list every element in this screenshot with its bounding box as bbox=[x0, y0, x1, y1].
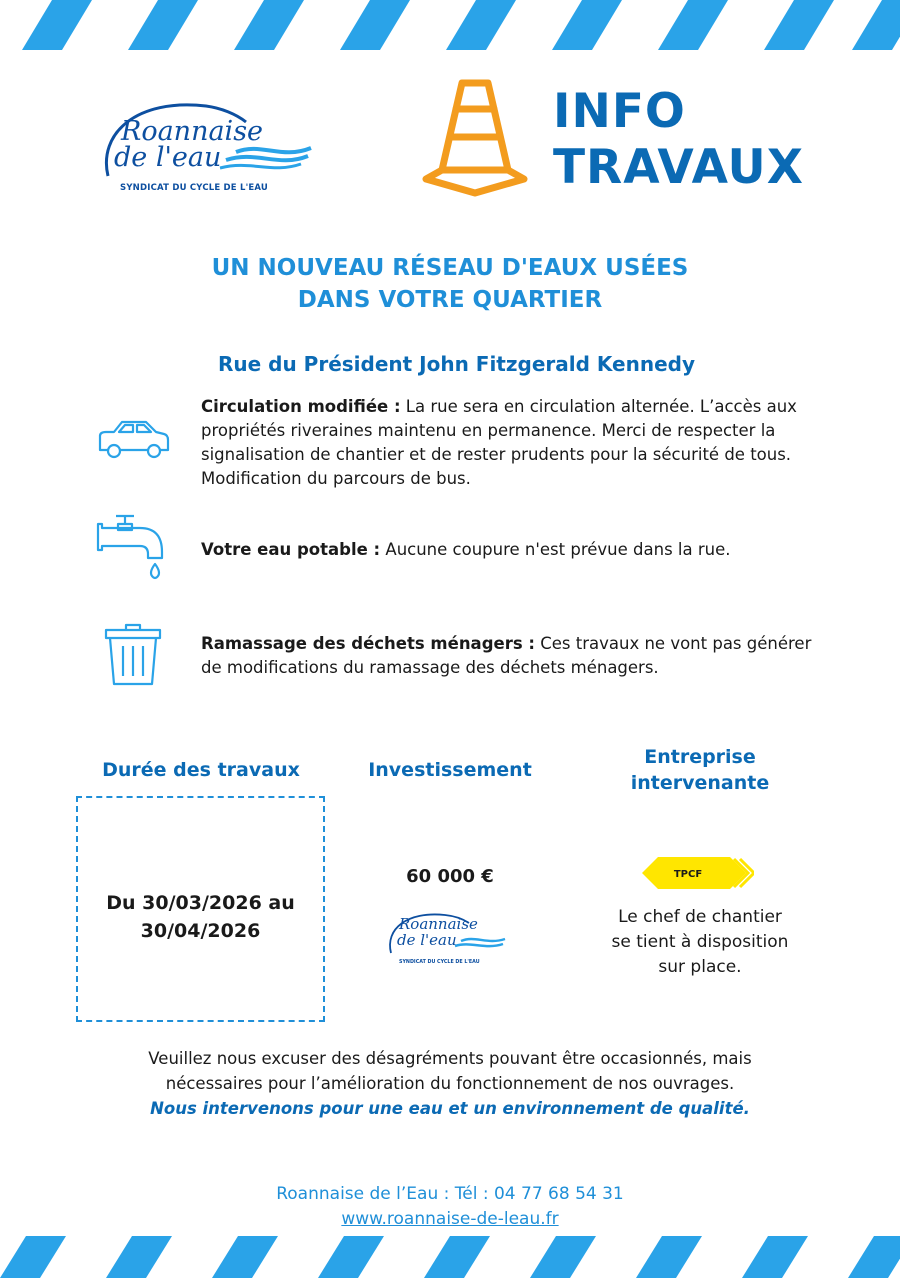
info-travaux-title bbox=[553, 84, 804, 196]
duration-line-1: Du 30/03/2026 au bbox=[106, 892, 295, 914]
top-stripe-border bbox=[0, 0, 900, 50]
apology-note bbox=[0, 1046, 900, 1121]
water-info bbox=[201, 538, 821, 562]
headline-line-2: DANS VOTRE QUARTIER bbox=[297, 287, 603, 313]
traffic-info bbox=[201, 395, 821, 491]
water-text: Aucune coupure n'est prévue dans la rue. bbox=[380, 540, 731, 559]
roannaise-small-logo bbox=[385, 905, 510, 967]
car-icon bbox=[96, 416, 172, 466]
footer bbox=[0, 1182, 900, 1232]
duration-dates bbox=[76, 889, 325, 945]
waste-text: Ces travaux ne vont pas générer de modifications du ramassage des déchets ménagers. bbox=[201, 634, 812, 677]
water-tap-icon bbox=[96, 512, 166, 588]
logo-line-1: Roannaise bbox=[121, 116, 264, 147]
chef-line-2: se tient à disposition bbox=[611, 932, 789, 952]
investment-amount: 60 000 € bbox=[406, 866, 494, 887]
apology-emphasis: Nous intervenons pour une eau et un environnement de qualité. bbox=[150, 1099, 750, 1118]
website-link[interactable]: www.roannaise-de-leau.fr bbox=[341, 1209, 559, 1229]
tpcf-logo bbox=[642, 855, 754, 891]
title-line-1: INFO bbox=[553, 84, 686, 139]
roannaise-logo bbox=[96, 84, 321, 200]
investment-title: Investissement bbox=[368, 759, 532, 781]
company-title-line-2: intervenante bbox=[630, 772, 770, 794]
traffic-text: La rue sera en circulation alternée. L’accès aux propriétés riveraines maintenu en permanence. Merci de respecter la signalisation de chantier et de rester prudents pour la sécurité de tous. Modification du parcours de bus. bbox=[201, 397, 797, 488]
logo-line-2: de l'eau bbox=[114, 142, 222, 173]
headline-line-1: UN NOUVEAU RÉSEAU D'EAUX USÉES bbox=[211, 255, 689, 281]
chef-line-3: sur place. bbox=[658, 957, 742, 977]
street-name: Rue du Président John Fitzgerald Kennedy bbox=[218, 352, 695, 376]
water-title: Votre eau potable : bbox=[201, 540, 381, 559]
duration-line-2: 30/04/2026 bbox=[140, 920, 261, 942]
company-title-line-1: Entreprise bbox=[644, 746, 756, 768]
traffic-title: Circulation modifiée : bbox=[201, 397, 401, 416]
small-logo-subtitle: SYNDICAT DU CYCLE DE L'EAU bbox=[399, 960, 480, 965]
title-line-2: TRAVAUX bbox=[553, 140, 804, 195]
traffic-cone-icon bbox=[420, 75, 530, 197]
small-logo-line-2: de l'eau bbox=[397, 931, 457, 949]
duration-title: Durée des travaux bbox=[102, 759, 300, 781]
trash-bin-icon bbox=[104, 622, 164, 692]
tpcf-logo-text: TPCF bbox=[673, 869, 703, 880]
apology-line-1: Veuillez nous excuser des désagréments pouvant être occasionnés, mais bbox=[148, 1049, 752, 1068]
footer-contact: Roannaise de l’Eau : Tél : 04 77 68 54 31 bbox=[276, 1184, 624, 1204]
apology-line-2: nécessaires pour l’amélioration du fonctionnement de nos ouvrages. bbox=[165, 1074, 735, 1093]
bottom-stripe-border bbox=[0, 1236, 900, 1278]
small-logo-line-1: Roannaise bbox=[399, 915, 478, 933]
site-manager-note bbox=[590, 905, 810, 980]
waste-title: Ramassage des déchets ménagers : bbox=[201, 634, 535, 653]
headline bbox=[0, 252, 900, 316]
chef-line-1: Le chef de chantier bbox=[618, 907, 782, 927]
logo-subtitle: SYNDICAT DU CYCLE DE L'EAU bbox=[120, 183, 269, 193]
company-title bbox=[590, 744, 810, 796]
waste-info bbox=[201, 632, 821, 680]
